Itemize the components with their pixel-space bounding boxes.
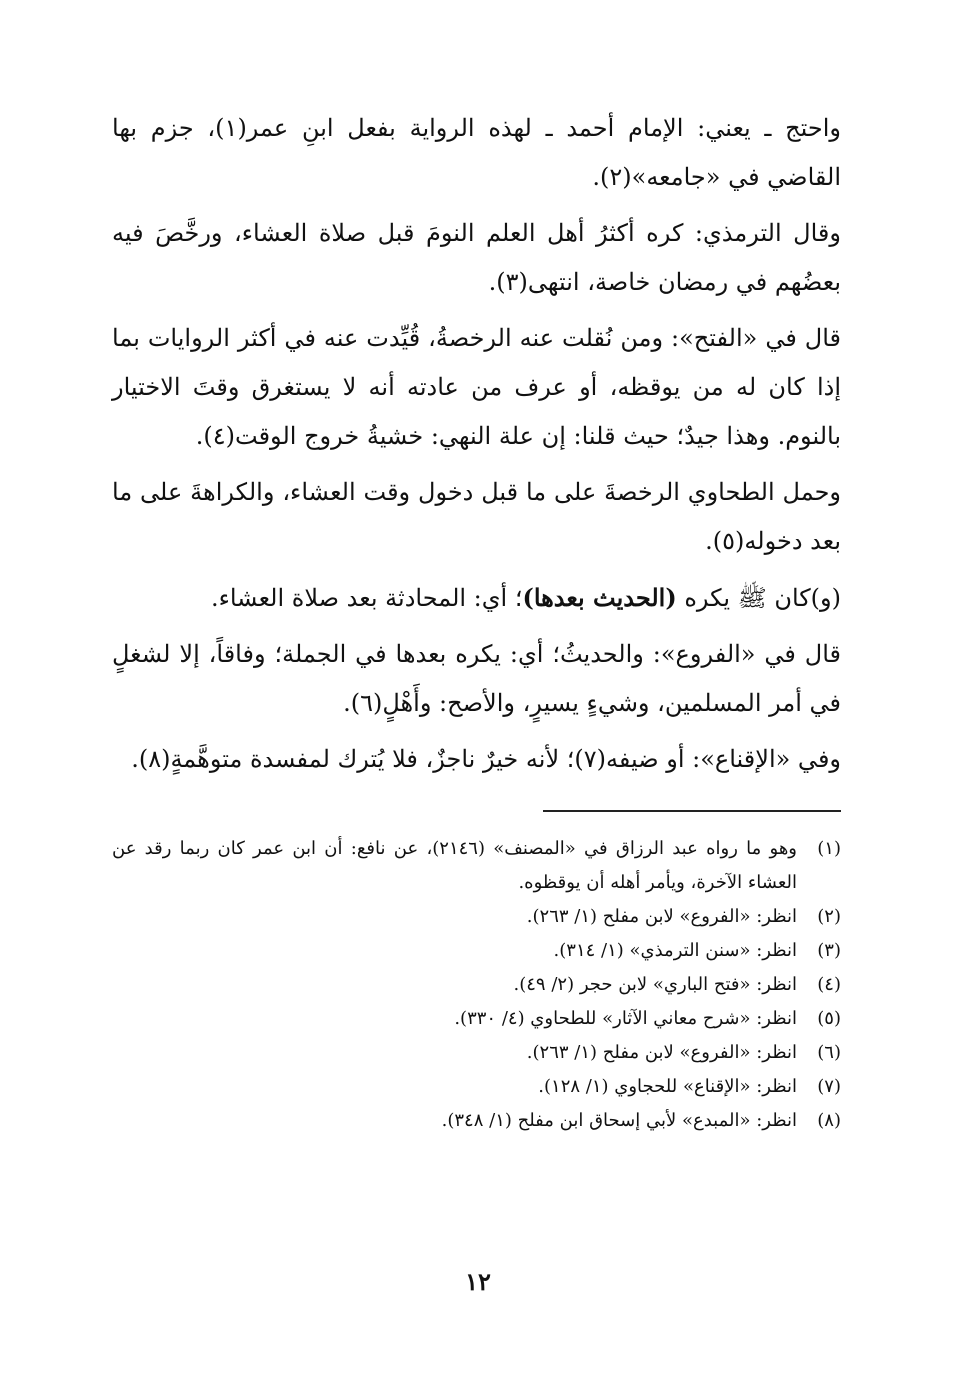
footnote-separator (543, 810, 841, 812)
footnote-4: (٤) انظر: «فتح الباري» لابن حجر (٢/ ٤٩). (513, 974, 841, 995)
paragraph-5 (112, 573, 841, 623)
footnote-6: (٦) انظر: «الفروع» لابن مفلح (١/ ٢٦٣). (526, 1042, 841, 1063)
footnote-2: (٢) انظر: «الفروع» لابن مفلح (١/ ٢٦٣). (526, 906, 841, 927)
matn-bold-phrase: (الحديث بعدها) (522, 583, 677, 612)
commentary-text: ؛ أي: المحادثة بعد صلاة العشاء. (210, 584, 523, 612)
matn-prefix: (و)كان ﷺ يكره (676, 584, 841, 612)
footnote-8: (٨) انظر: «المبدع» لأبي إسحاق ابن مفلح (١/ ٣٤٨). (441, 1110, 841, 1131)
footnote-5: (٥) انظر: «شرح معاني الآثار» للطحاوي (٤/ ٣٣٠). (454, 1008, 841, 1029)
paragraph-3: قال في «الفتح»: ومن نُقلت عنه الرخصةُ، قُيِّدت عنه في أكثر الروايات بما إذا كان له من يوقظه، أو عرف من عادته أنه لا يستغرق وقتَ الاختيار بالنوم. وهذا جيدٌ؛ حيث قلنا: إن علة النهي: خشيةُ خروج الوقت(٤). (112, 324, 841, 450)
page-number: ١٢ (465, 1267, 491, 1296)
footnotes (112, 832, 841, 1138)
paragraph-4: وحمل الطحاوي الرخصةَ على ما قبل دخول وقت العشاء، والكراهةَ على ما بعد دخوله(٥). (112, 478, 841, 555)
footnote-7: (٧) انظر: «الإقناع» للحجاوي (١/ ١٢٨). (538, 1076, 841, 1097)
footnote-1: (١) وهو ما رواه عبد الرزاق في «المصنف» (٢١٤٦)، عن نافع: أن ابن عمر كان ربما رقد عن العشاء الآخرة، ويأمر أهله أن يوقظوه. (112, 838, 841, 893)
main-text (112, 104, 841, 784)
paragraph-1: واحتج ـ يعني: الإمام أحمد ـ لهذه الرواية بفعل ابنِ عمر(١)، جزم بها القاضي في «جامعه»(٢). (112, 114, 842, 191)
paragraph-7: وفي «الإقناع»: أو ضيفه(٧)؛ لأنه خيرٌ ناجزٌ، فلا يُترك لمفسدة متوهَّمةٍ(٨). (131, 745, 841, 773)
paragraph-2: وقال الترمذي: كره أكثرُ أهل العلم النومَ قبل صلاة العشاء، ورخَّصَ فيه بعضُهم في رمضان خاصة، انتهى(٣). (112, 219, 841, 296)
footnote-3: (٣) انظر: «سنن الترمذي» (١/ ٣١٤). (553, 940, 841, 961)
paragraph-6: قال في «الفروع»: والحديثُ؛ أي: يكره بعدها في الجملة؛ وفاقاً، إلا لشغلٍ في أمر المسلمين، وشيءٍ يسيرٍ، والأصح: وأَهْلٍ(٦). (112, 640, 841, 717)
